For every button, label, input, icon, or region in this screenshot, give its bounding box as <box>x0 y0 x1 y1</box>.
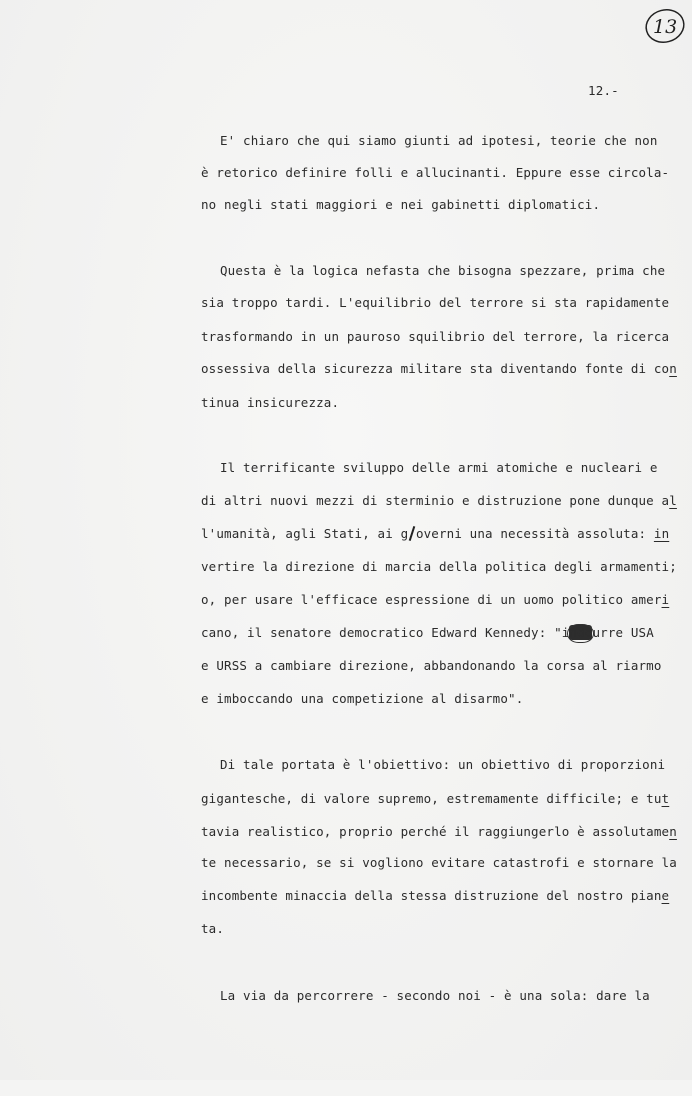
text-segment: urre USA <box>592 625 654 640</box>
ink-blot-correction <box>569 626 592 640</box>
hyphenation-underline: n <box>669 824 677 839</box>
archive-watermark <box>0 1000 136 1096</box>
text-line: E' chiaro che qui siamo giunti ad ipotesi, teorie che non <box>220 133 658 148</box>
text-line <box>201 527 669 541</box>
text-line: Questa è la logica nefasta che bisogna spezzare, prima che <box>220 263 666 278</box>
hyphenation-underline: l <box>669 493 677 508</box>
text-segment: o, per usare l'efficace espressione di un uomo politico amer <box>201 592 662 607</box>
text-segment: incombente minaccia della stessa distruzione del nostro pian <box>201 888 662 903</box>
text-line <box>201 889 669 903</box>
strikethrough-mark <box>408 527 416 541</box>
text-line: e imboccando una competizione al disarmo". <box>201 691 524 706</box>
text-line: e URSS a cambiare direzione, abbandonando la corsa al riarmo <box>201 658 662 673</box>
svg-text:13: 13 <box>653 16 678 38</box>
text-segment: ossessiva della sicurezza militare sta diventando fonte di co <box>201 361 670 376</box>
text-segment: di altri nuovi mezzi di sterminio e distruzione pone dunque a <box>201 493 670 508</box>
hyphenation-underline: in <box>653 526 670 541</box>
hyphenation-underline: n <box>669 361 677 376</box>
hyphenation-underline: t <box>661 791 670 806</box>
text-segment: l'umanità, agli Stati, ai g <box>201 526 409 541</box>
text-line <box>201 494 677 508</box>
text-line <box>201 825 677 839</box>
text-line: ta. <box>201 921 225 936</box>
text-line: sia troppo tardi. L'equilibrio del terrore si sta rapidamente <box>201 295 670 310</box>
text-segment: cano, il senatore democratico Edward Kennedy: "i <box>201 625 570 640</box>
text-line: no negli stati maggiori e nei gabinetti diplomatici. <box>201 197 601 212</box>
text-segment: gigantesche, di valore supremo, estremamente difficile; e tu <box>201 791 662 806</box>
text-line: Il terrificante sviluppo delle armi atomiche e nucleari e <box>220 460 658 475</box>
obscured-text: ndo <box>569 625 593 640</box>
text-line <box>201 626 654 640</box>
text-line: te necessario, se si vogliono evitare catastrofi e stornare la <box>201 855 677 870</box>
text-segment: overni una necessità assoluta: <box>415 526 654 541</box>
text-line <box>201 362 677 376</box>
text-line: La via da percorrere - secondo noi - è una sola: dare la <box>220 988 650 1003</box>
hyphenation-underline: i <box>661 592 670 607</box>
text-line: Di tale portata è l'obiettivo: un obiettivo di proporzioni <box>220 757 666 772</box>
text-line <box>201 593 669 607</box>
text-segment: tavia realistico, proprio perché il raggiungerlo è assolutame <box>201 824 670 839</box>
text-line: vertire la direzione di marcia della politica degli armamenti; <box>201 559 677 574</box>
text-line: è retorico definire folli e allucinanti. Eppure esse circola- <box>201 165 670 180</box>
text-line <box>201 792 669 806</box>
text-line: tinua insicurezza. <box>201 395 340 410</box>
page-number-stamp <box>643 6 687 46</box>
text-line: trasformando in un pauroso squilibrio del terrore, la ricerca <box>201 329 670 344</box>
hyphenation-underline: e <box>661 888 670 903</box>
page-number: 12.- <box>588 83 619 98</box>
